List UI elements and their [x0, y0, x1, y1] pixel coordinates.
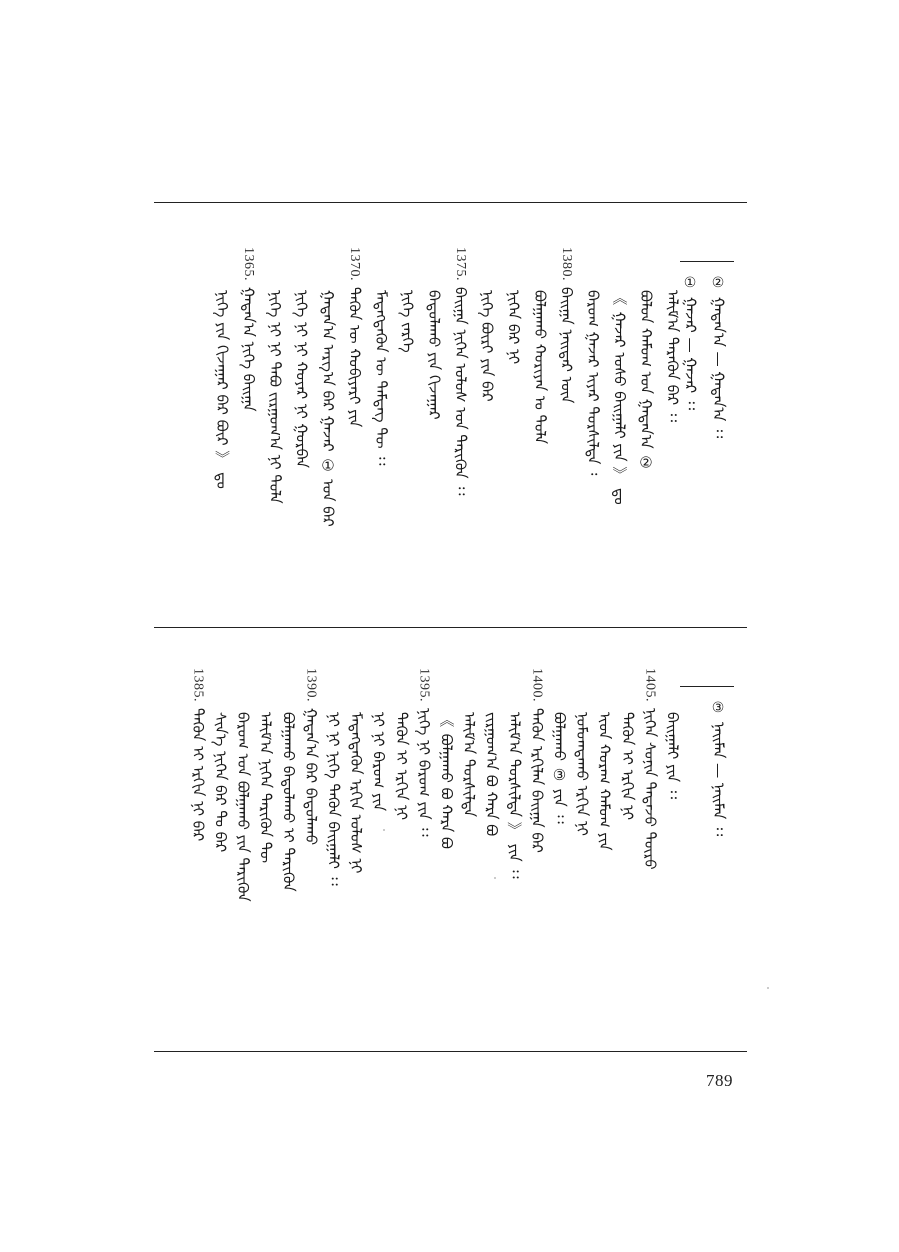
- verse-text: ᠪᠠᠷᠤᠭ ᠭᠠᠵᠠᠷ ᠢᠶᠠᠷ ᠲᠤᠷᠰᠢᠯᠲᠠ ᠄: [584, 290, 602, 476]
- verse-column: [556, 247, 576, 403]
- line-number: 1395.: [416, 668, 432, 702]
- footnote-marker: ①: [683, 275, 697, 291]
- verse-column: [397, 290, 417, 353]
- footnote-text: ᠭᠠᠳᠠᠨ᠎ᠠ — ᠭᠠᠳᠠᠨ᠎ᠠ ᠄᠄: [709, 297, 728, 439]
- verse-text: ᠲᠡᠭᠦᠨ ᠢ ᠡᠷᠬᠢᠨ ᠨᠢ: [618, 712, 637, 821]
- verse-column: [212, 290, 232, 489]
- verse-text: ᠪᠠᠷᠤᠭ ᠤᠨ ᠪᠣᠯᠭᠠᠬᠤ ᠶᠢᠨ ᠲᠡᠷᠢᠭᠦᠨ: [234, 712, 253, 902]
- scan-speck: [383, 829, 385, 831]
- line-number: 1370.: [347, 247, 362, 281]
- verse-column: [572, 712, 592, 836]
- verse-column: [265, 290, 285, 504]
- verse-text: ᠨᠢ ᠨᠢ ᠨᠢᠭᠡ ᠲᠡᠭᠦᠨ ᠪᠠᠢᠭᠠᠯᠢ ᠄᠄: [324, 712, 343, 886]
- verse-column: [639, 668, 659, 870]
- verse-column: [662, 712, 682, 799]
- verse-text: ᠪᠠᠢᠭᠠ ᠨᠡᠢᠲᠡᠷ ᠦᠨ: [557, 287, 576, 404]
- verse-text: ᠵᠢᠷᠭᠤᠭ᠎ᠠ ᠪᠤ ᠬᠠᠷᠠ ᠪᠤ: [482, 712, 501, 837]
- footnote-marker: ②: [711, 275, 725, 291]
- verse-text: ᠠᠯᠢᠮ᠎ᠠ ᠨᠢᠭᠡᠨ ᠲᠡᠷᠢᠭᠦᠨ ᠲᠦ: [256, 712, 275, 864]
- footnote-text: ᠨᠠᠢᠮᠠᠨ — ᠨᠠᠢᠮᠠᠨ ᠄᠄: [709, 722, 728, 837]
- verse-text: ᠨᠢᠭᠡ ᠨᠢ ᠨᠢ ᠬᠤᠶᠠᠷ ᠨᠢ ᠭᠤᠷᠪᠠᠨ: [292, 290, 311, 469]
- verse-column: [371, 290, 391, 465]
- verse-text: ᠨᠢ ᠨᠢ ᠪᠠᠷᠤᠭ ᠶᠢᠨ: [369, 712, 388, 812]
- verse-column: [233, 712, 253, 902]
- verse-column: [300, 668, 320, 845]
- verse-column: [594, 712, 614, 851]
- verse-text: ᠪᠣᠯᠭᠠᠬᠤ ③ ᠶᠢᠨ ᠄᠄: [550, 712, 569, 824]
- verse-text: ᠲᠡᠭᠦᠨ ᠢ ᠡᠷᠬᠢᠨ ᠨᠢ ᠪᠠᠷ: [188, 708, 207, 842]
- line-number: 1385.: [190, 668, 206, 702]
- verse-text: 《 ᠪᠣᠯᠭᠠᠬᠤ ᠪᠤ ᠬᠠᠷᠠ ᠪᠤ: [437, 712, 456, 849]
- verse-text: ᠨᠢᠭᠡ ᠪᠦᠷᠢ ᠶᠢᠨ ᠪᠠᠷ: [478, 290, 496, 402]
- verse-text: ᠨᠢᠭᠡᠨ ᠰᠣᠨᠢᠨ ᠲᠠᠲᠠᠵᠤ ᠲᠦᠷᠦ: [640, 708, 659, 870]
- verse-text: ᠢᠳ ᠬᠤᠷᠠᠭ ᠬᠠᠮᠤᠭ ᠶᠢᠨ: [595, 712, 614, 851]
- verse-column: [477, 290, 497, 402]
- verse-column: [436, 712, 456, 849]
- verse-text: ᠪᠠᠢᠭᠠᠯᠢ ᠶᠢᠨ ᠄᠄: [663, 712, 682, 800]
- top-rule: [154, 202, 747, 203]
- verse-column: [318, 290, 338, 527]
- verse-column: [255, 712, 275, 863]
- verse-text: ᠨᠢᠭᠡ ᠨᠢ ᠨᠢ ᠲᠠᠪᠤ ᠵᠢᠷᠭᠤᠭ᠎ᠠ ᠨᠢ ᠲᠤᠯᠠ: [266, 290, 284, 504]
- verse-column: [662, 290, 682, 422]
- verse-text: ᠲᠡᠭᠦᠨ ᠢ ᠡᠷᠬᠢᠨ ᠨᠢ: [392, 712, 411, 821]
- verse-column: [503, 290, 523, 364]
- verse-column: [424, 290, 444, 420]
- footnote-column: [708, 275, 728, 438]
- verse-column: [278, 712, 298, 892]
- scan-speck: [767, 987, 769, 989]
- verse-column: [530, 290, 550, 444]
- verse-text: ᠨᠢᠭᠡ ᠶᠢᠨ ᠬᠢᠵᠠᠭᠠᠷ ᠪᠠᠷ ᠪᠦᠷ 》 ᠳᠤ: [213, 290, 231, 489]
- verse-text: ᠨᠢᠭᠡᠨ ᠪᠠᠷ ᠨᠢ: [504, 290, 523, 365]
- verse-text: ᠨᠣᠮᠤᠭᠳᠠᠬᠤ ᠡᠷᠬᠢᠨ ᠨᠢ: [573, 712, 592, 836]
- verse-text: ᠭᠠᠳᠠᠨ᠎ᠠ ᠠᠷᠭ᠎ᠠ ᠪᠠᠷ ᠭᠠᠵᠠᠷ ① ᠤᠨ ᠪᠠᠷ: [319, 290, 337, 527]
- verse-column: [617, 712, 637, 820]
- verse-text: ᠲᠡᠭᠦᠨ ᠡᠷᠬᠢᠯᠡᠨ ᠪᠠᠢᠭᠠ ᠪᠠᠷ: [527, 708, 546, 853]
- verse-text: ᠪᠠᠢᠭᠠ ᠨᠢᠭᠡᠨ ᠤᠯᠤᠰ ᠤᠨ ᠲᠡᠷᠢᠭᠦᠨ ᠄᠄: [451, 287, 470, 496]
- verse-column: [368, 712, 388, 811]
- line-number: 1400.: [529, 668, 545, 702]
- verse-column: [238, 247, 258, 411]
- verse-text: ᠪᠣᠯᠭᠠᠬᠤ ᠪᠠᠲᠤᠯᠠᠬᠤ ᠢ ᠲᠡᠷᠢᠭᠦᠨ: [279, 712, 298, 892]
- scan-speck: [494, 877, 496, 879]
- verse-text: ᠠᠯᠢᠮ᠎ᠠ ᠲᠤᠷᠰᠢᠯᠲᠠ: [460, 712, 479, 818]
- bottom-rule: [154, 1051, 747, 1052]
- lower-footnote-separator: [680, 686, 734, 687]
- verse-text: ᠨᠢᠭᠡ ᠵᠡᠷᠭᠡ: [398, 290, 417, 353]
- footnote-column: [708, 700, 728, 836]
- verse-column: [609, 290, 629, 505]
- line-number: 1405.: [642, 668, 658, 702]
- middle-rule: [154, 627, 747, 628]
- verse-column: [323, 712, 343, 886]
- footnote-column: [680, 275, 700, 410]
- page-number: 789: [706, 1071, 733, 1090]
- line-number: 1375.: [453, 247, 468, 281]
- verse-column: [481, 712, 501, 836]
- verse-column: [450, 247, 470, 495]
- line-number: 1380.: [559, 247, 574, 281]
- verse-text: ᠪᠠᠲᠤᠯᠠᠬᠤ ᠶᠢᠨ ᠬᠢᠵᠠᠭᠠᠷ: [425, 290, 443, 420]
- verse-column: [504, 712, 524, 879]
- verse-column: [583, 290, 603, 475]
- verse-column: [636, 290, 656, 471]
- verse-column: [187, 668, 207, 841]
- verse-text: ᠠᠯᠢᠮ᠎ᠠ ᠲᠤᠷᠰᠢᠯᠲᠠ 》 ᠶᠢᠨ ᠄᠄: [505, 712, 524, 879]
- verse-column: [391, 712, 411, 820]
- verse-text: ᠮᠡᠳᠡᠭᠳᠡᠬᠦᠨ ᠡᠷᠬᠢᠨ ᠤᠯᠤᠰ ᠨᠢ: [347, 712, 366, 874]
- verse-column: [549, 712, 569, 824]
- verse-text: ᠰᠢᠨ᠎ᠡ ᠨᠢᠭᠡᠨ ᠪᠠᠷ ᠲᠤ ᠪᠠᠷ: [211, 712, 230, 853]
- verse-column: [526, 668, 546, 853]
- upper-footnote-separator: [680, 261, 734, 262]
- line-number: 1365.: [241, 247, 256, 281]
- verse-column: [344, 247, 364, 427]
- verse-text: ᠮᠡᠳᠡᠭᠳᠡᠬᠦᠨ ᠦ ᠲᠡᠮᠳᠡᠭ ᠲᠦ ᠄᠄: [372, 290, 390, 466]
- verse-text: ᠠᠯᠢᠮ᠎ᠠ ᠲᠡᠷᠡᠭᠦᠨ ᠪᠠᠷ ᠄᠄: [663, 290, 682, 423]
- verse-text: ᠭᠠᠳᠠᠨ᠎ᠠ ᠪᠠᠷ ᠪᠠᠲᠤᠯᠠᠬᠤ: [301, 708, 320, 846]
- footnote-marker: ③: [711, 700, 725, 716]
- verse-text: ᠲᠡᠭᠦᠨ ᠦ ᠬᠤᠪᠢᠶᠠᠷᠢ ᠶᠢᠨ: [345, 287, 364, 428]
- verse-column: [346, 712, 366, 873]
- verse-column: [413, 668, 433, 837]
- verse-text: 《 ᠭᠠᠵᠠᠷ ᠤᠰᠤ ᠪᠠᠢᠭᠠᠯᠢ ᠶᠢᠨ 》 ᠳᠤ: [610, 290, 629, 505]
- line-number: 1390.: [303, 668, 319, 702]
- verse-text: ᠭᠠᠳᠠᠨ᠎ᠠ ᠨᠢᠭᠡ ᠪᠠᠢᠭᠠ: [239, 287, 258, 412]
- verse-column: [291, 290, 311, 468]
- verse-column: [459, 712, 479, 817]
- verse-column: [210, 712, 230, 852]
- footnote-text: ᠭᠠᠵᠠᠷ — ᠭᠠᠵᠠᠷ ᠄᠄: [681, 297, 700, 411]
- verse-text: ᠨᠢᠭᠡ ᠨᠢ ᠪᠠᠷᠤᠭ ᠶᠢᠨ ᠄᠄: [414, 708, 433, 837]
- verse-text: ᠪᠣᠯᠭᠠᠬᠤ ᠬᠤᠷᠢᠶᠠᠨ ᠤ ᠲᠤᠯᠠ: [531, 290, 549, 444]
- verse-text: ᠪᠣᠯᠤᠨ ᠬᠠᠮᠤᠭ ᠤᠨ ᠭᠠᠳᠠᠨ᠎ᠠ ②: [637, 290, 655, 472]
